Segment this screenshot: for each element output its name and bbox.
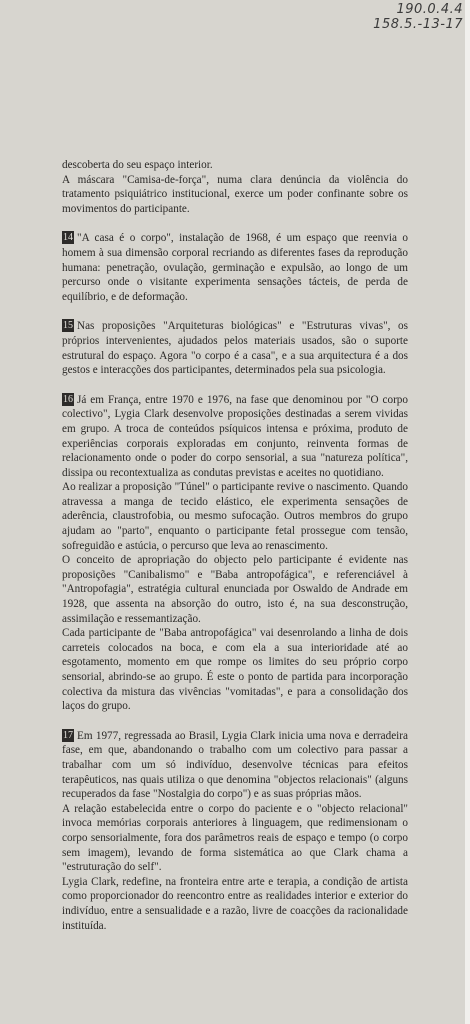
paragraph	[62, 231, 408, 304]
paragraph: A máscara "Camisa-de-força", numa clara denúncia da violência do tratamento psiquiátrico institucional, exerce um poder confinante sobre os movimentos do participante.	[62, 173, 408, 215]
paragraph: Lygia Clark, redefine, na fronteira entre arte e terapia, a condição de artista como proporcionador do reencontro entre as realidades interior e exterior do indivíduo, entre a sensualidade e a razão, livre de coacções da racionalidade instituída.	[62, 875, 408, 932]
section-15	[62, 319, 408, 377]
section-14	[62, 231, 408, 304]
paragraph: O conceito de apropriação do objecto pelo participante é evidente nas proposições "Canibalismo" e "Baba antropofágica", e referenciável à "Antropofagia", estratégia cultural enunciada por Oswaldo de Andrade em 1928, que assenta na absorção do outro, isto é, na sua desconstrução, assimilação e ressemantização.	[62, 554, 408, 625]
section-number-badge: 16	[63, 393, 73, 405]
page-edge	[465, 0, 470, 1024]
section-number-badge: 14	[63, 232, 73, 244]
paragraph-text: Já em França, entre 1970 e 1976, na fase que denominou por "O corpo colectivo", Lygia Clark desenvolve proposições destinadas a serem vividas em grupo. A troca de conteúdos psíquicos intensa e próxima, produto de experiências corporais exploradas em conjunto, reinventa formas de relacionamento onde o poder do corpo sensorial, a sua "natureza política", dissipa ou recontextualiza as condutas previstas e aceites no quotidiano.	[62, 393, 408, 479]
handwritten-catalog-note	[371, 2, 463, 32]
catalog-line-1: 190.0.4.4	[396, 2, 463, 17]
paragraph-text: Nas proposições "Arquiteturas biológicas" e "Estruturas vivas", os próprios intervenientes, ajudados pelos materiais usados, são o suporte estrutural do espaço. Agora "o corpo é a casa", e a sua arquitectura é a dos gestos e interacções dos participantes, determinados pela sua psicologia.	[62, 320, 408, 377]
paragraph	[62, 729, 408, 802]
paragraph: Ao realizar a proposição "Túnel" o participante revive o nascimento. Quando atravessa a manga de tecido elástico, ele experimenta sensações de aderência, claustrofobia, ou mesmo sufocação. Outros membros do grupo ajudam ao "parto", enquanto o participante fetal prossegue com tensão, sofreguidão e astúcia, o percurso que leva ao renascimento.	[62, 481, 408, 552]
paragraph	[62, 319, 408, 377]
section-16	[62, 393, 408, 714]
section-number-badge: 17	[63, 729, 73, 741]
section-17	[62, 729, 408, 933]
paragraph: Cada participante de "Baba antropofágica" vai desenrolando a linha de dois carreteis colocados na boca, e com ela a sua interioridade até ao esgotamento, momento em que rompe os limites do seu próprio corpo sensorial, abrindo-se ao grupo. É este o ponto de partida para incorporação colectiva da mistura das vivências "vomitadas", e para a consolidação dos laços do grupo.	[62, 627, 408, 713]
paragraph	[62, 393, 408, 481]
catalog-line-2: 158.5.-13-17	[373, 17, 463, 32]
paragraph-text: Em 1977, regressada ao Brasil, Lygia Clark inicia uma nova e derradeira fase, em que, abandonando o trabalho com um colectivo para passar a trabalhar com um só indivíduo, desenvolve técnicas para efeitos terapêuticos, nas quais utiliza o que denomina "objectos relacionais" (alguns recuperados da fase "Nostalgia do corpo") e as suas próprias mãos.	[62, 729, 408, 801]
section-number-badge: 15	[63, 320, 73, 332]
document-body	[62, 158, 408, 948]
intro-section	[62, 158, 408, 216]
paragraph: A relação estabelecida entre o corpo do paciente e o "objecto relacional" invoca memórias corporais anteriores à linguagem, que redimensionam o corpo sensorialmente, fora dos parâmetros reais de espaço e tempo (o corpo sem imagem), levando de forma sistemática ao que Clark chama a "estruturação do self".	[62, 802, 408, 874]
paragraph: descoberta do seu espaço interior.	[62, 159, 213, 171]
paragraph-text: "A casa é o corpo", instalação de 1968, é um espaço que reenvia o homem à sua dimensão corporal recriando as diferentes fases da reprodução humana: penetração, ovulação, germinação e expulsão, ao longo de um percurso onde o visitante experimenta sensações tácteis, de perda de equilíbrio, e de deformação.	[62, 232, 408, 303]
